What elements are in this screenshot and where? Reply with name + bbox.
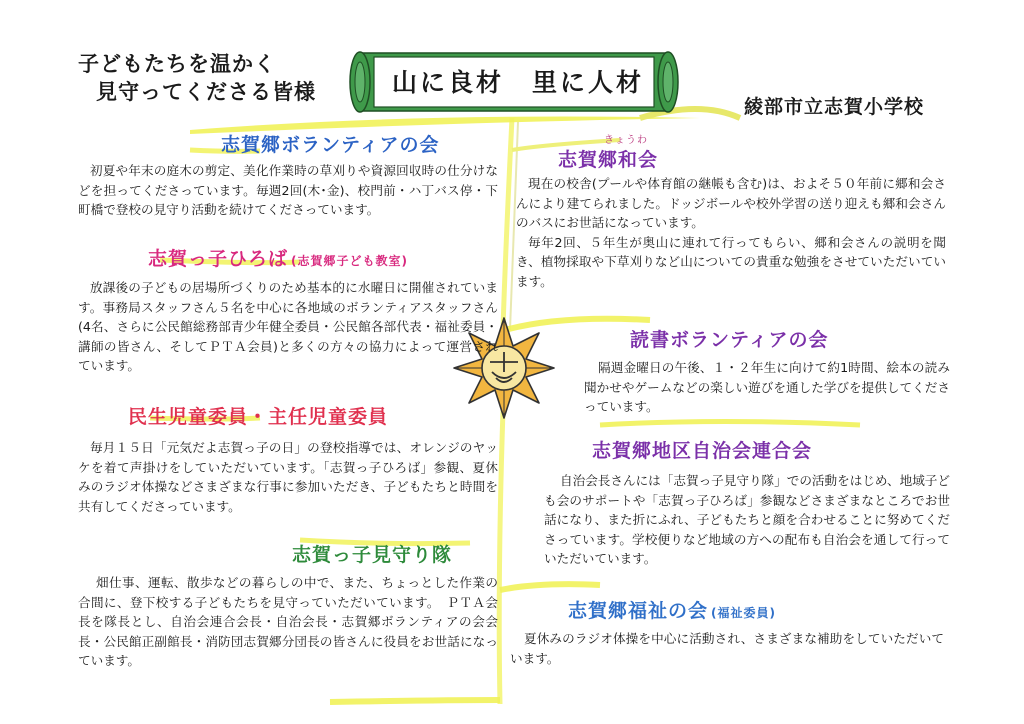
section-body: 初夏や年末の庭木の剪定、美化作業時の草刈りや資源回収時の仕分けなどを担ってくださっています。毎週2回(木･金)、校門前・ハ丁バス停・下町橋で登校の見守り活動を続けてくださっています。 (78, 163, 498, 218)
section-body: 放課後の子どもの居場所づくりのため基本的に水曜日に開催されています。事務局スタッフさん５名を中心に各地域のボランティアスタッフさん(4名、さらに公民館総務部青少年健全委員・公民館各部代表・福祉委員・講師の皆さん、そしてＰＴＡ会員)と多くの方々の協力によって運営されています。 (78, 280, 498, 374)
section-title: 志賀郷ボランティアの会 (221, 134, 440, 156)
section-title: 志賀っ子見守り隊 (292, 544, 453, 566)
section-title: 民生児童委員・主任児童委員 (128, 406, 389, 428)
section-fukushi (510, 596, 944, 668)
school-name: 綾部市立志賀小学校 (744, 96, 925, 118)
section-title-main: 志賀郷和会 (558, 149, 659, 171)
section-title: 志賀郷地区自治会連合会 (592, 440, 813, 462)
section-subtitle: (福祉委員) (711, 606, 776, 620)
section-title: 読書ボランティアの会 (630, 329, 829, 351)
section-body: 畑仕事、運転、散歩などの暮らしの中で、また、ちょっとした作業の合間に、登下校する子どもたちを見守っていただいています。 ＰＴＡ会長を隊長とし、自治会連合会長・自治会長・志賀郷ボランティアの会会長・公民館正副館長・消防団志賀郷分団長の皆さんに役員をお世話になっています。 (78, 575, 498, 669)
greeting-line-2: 見守ってくださる皆様 (96, 80, 316, 104)
section-title-ruby: きょうわ (604, 135, 648, 146)
section-dokusho (584, 325, 950, 417)
section-title-main: 志賀っ子ひろば (148, 248, 289, 270)
section-body-2: 毎年2回、５年生が奥山に連れて行ってもらい、郷和会さんの説明を聞き、植物採取や下草刈りなど山についての貴重な勉強をさせていただいています。 (516, 234, 946, 289)
section-mimamori (78, 540, 498, 671)
banner-title: 山に良材 里に人材 (391, 68, 644, 97)
section-jichikai (544, 436, 950, 569)
section-body: 夏休みのラジオ体操を中心に活動され、さまざまな補助をしていただいています。 (510, 631, 944, 666)
section-body: 自治会長さんには「志賀っ子見守り隊」での活動をはじめ、地域子ども会のサポートや「志賀っ子ひろば」参観などさまざまなところでお世話になり、また折にふれ、子どもたちと顔を合わせることに努めてくださっています。学校便りなど地域の方への配布も自治会を通して行っていただいています。 (544, 473, 950, 567)
section-volunteer (78, 130, 498, 220)
greeting (78, 50, 316, 106)
section-body-1: 現在の校舎(プールや体育館の継帳も含む)は、およそ５０年前に郷和会さんにより建てられました。ドッジボールや校外学習の送り迎えも郷和会さんのバスにお世話になっています。 (516, 176, 946, 231)
section-hiroba (78, 244, 498, 376)
section-subtitle: (志賀郷子ども教室) (291, 254, 408, 268)
section-title (510, 596, 944, 623)
section-body: 毎月１５日「元気だよ志賀っ子の日」の登校指導では、オレンジのヤッケを着て声掛けをしていただいています。「志賀っ子ひろば」参観、夏休みのラジオ体操などさまざまな行事に参加いただき、子どもたちと時間を共有してくださっています。 (78, 440, 498, 514)
section-kyowa (516, 135, 946, 292)
section-title (78, 244, 498, 271)
section-body: 隔週金曜日の午後、１・２年生に向けて約1時間、絵本の読み聞かせやゲームなどの楽しい遊びを通した学びを提供してくださっています。 (584, 360, 950, 415)
greeting-line-1: 子どもたちを温かく (78, 52, 276, 76)
section-minsei (78, 402, 498, 516)
section-title (516, 135, 946, 172)
section-title-main: 志賀郷福祉の会 (568, 600, 709, 622)
